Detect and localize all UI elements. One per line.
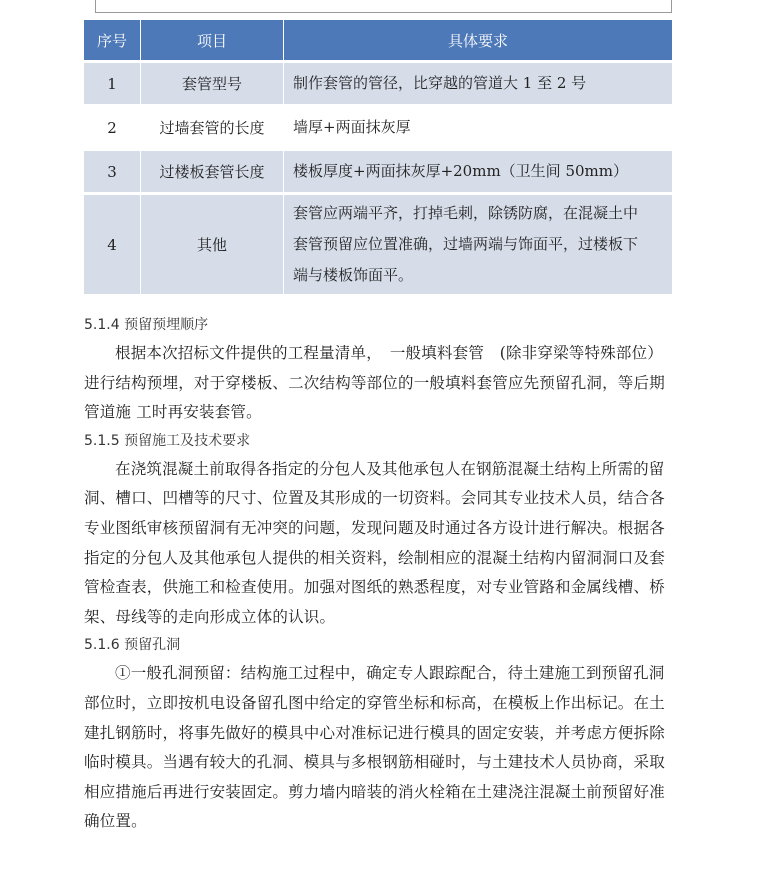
cell-item: 其他 [141,192,284,294]
requirement-line: 套管预留应位置准确，过墙两端与饰面平，过楼板下 [293,235,639,253]
section-paragraph: 根据本次招标文件提供的工程量清单， 一般填料套管 (除非穿梁等特殊部位）进行结构预埋，对于穿楼板、二次结构等部位的一般填料套管应先预留孔洞，等后期管道施 工时再安装套管。 [84,344,665,422]
cell-requirement: 楼板厚度+两面抹灰厚+20mm（卫生间 50mm） [284,148,672,192]
table-row [84,60,672,104]
cell-item: 过墙套管的长度 [141,104,284,148]
requirement-line: 套管应两端平齐，打掉毛刺，除锈防腐，在混凝土中 [293,204,639,222]
page-top-border [95,0,672,13]
cell-no: 4 [84,192,141,294]
table-header-row [84,20,672,60]
cell-requirement: 制作套管的管径，比穿越的管道大 1 至 2 号 [284,60,672,104]
table-row [84,192,672,294]
document-body [84,312,674,837]
section-paragraph: ①一般孔洞预留：结构施工过程中，确定专人跟踪配合，待土建施工到预留孔洞部位时，立即按机电设备留孔图中给定的穿管坐标和标高，在模板上作出标记。在土建扎钢筋时，将事先做好的模具中心对准标记进行模具的固定安装，并考虑方便拆除临时模具。当遇有较大的孔洞、模具与多根钢筋相碰时，与土建技术人员协商，采取相应措施后再进行安装固定。剪力墙内暗装的消火栓箱在土建浇注混凝土前预留好准确位置。 [84,664,665,831]
cell-item: 套管型号 [141,60,284,104]
section-heading: 5.1.5 预留施工及技术要求 [84,432,251,449]
header-no: 序号 [84,20,141,60]
section-paragraph: 在浇筑混凝土前取得各指定的分包人及其他承包人在钢筋混凝土结构上所需的留洞、槽口、凹槽等的尺寸、位置及其形成的一切资料。会同其专业技术人员，结合各专业图纸审核预留洞有无冲突的问题，发现问题及时通过各方设计进行解决。根据各指定的分包人及其他承包人提供的相关资料，绘制相应的混凝土结构内留洞洞口及套管检查表，供施工和检查使用。加强对图纸的熟悉程度，对专业管路和金属线槽、桥架、母线等的走向形成立体的认识。 [84,459,665,626]
section-heading: 5.1.4 预留预埋顺序 [84,317,209,333]
section-heading: 5.1.6 预留孔洞 [84,637,181,654]
requirement-line: 端与楼板饰面平。 [293,266,414,284]
cell-no: 2 [84,104,141,148]
header-item: 项目 [141,20,284,60]
cell-no: 3 [84,148,141,192]
cell-requirement [284,192,672,294]
table-row [84,148,672,192]
cell-no: 1 [84,60,141,104]
cell-item: 过楼板套管长度 [141,148,284,192]
header-requirement: 具体要求 [284,20,672,60]
requirements-table [84,20,672,294]
table-row [84,104,672,148]
cell-requirement: 墙厚+两面抹灰厚 [284,104,672,148]
